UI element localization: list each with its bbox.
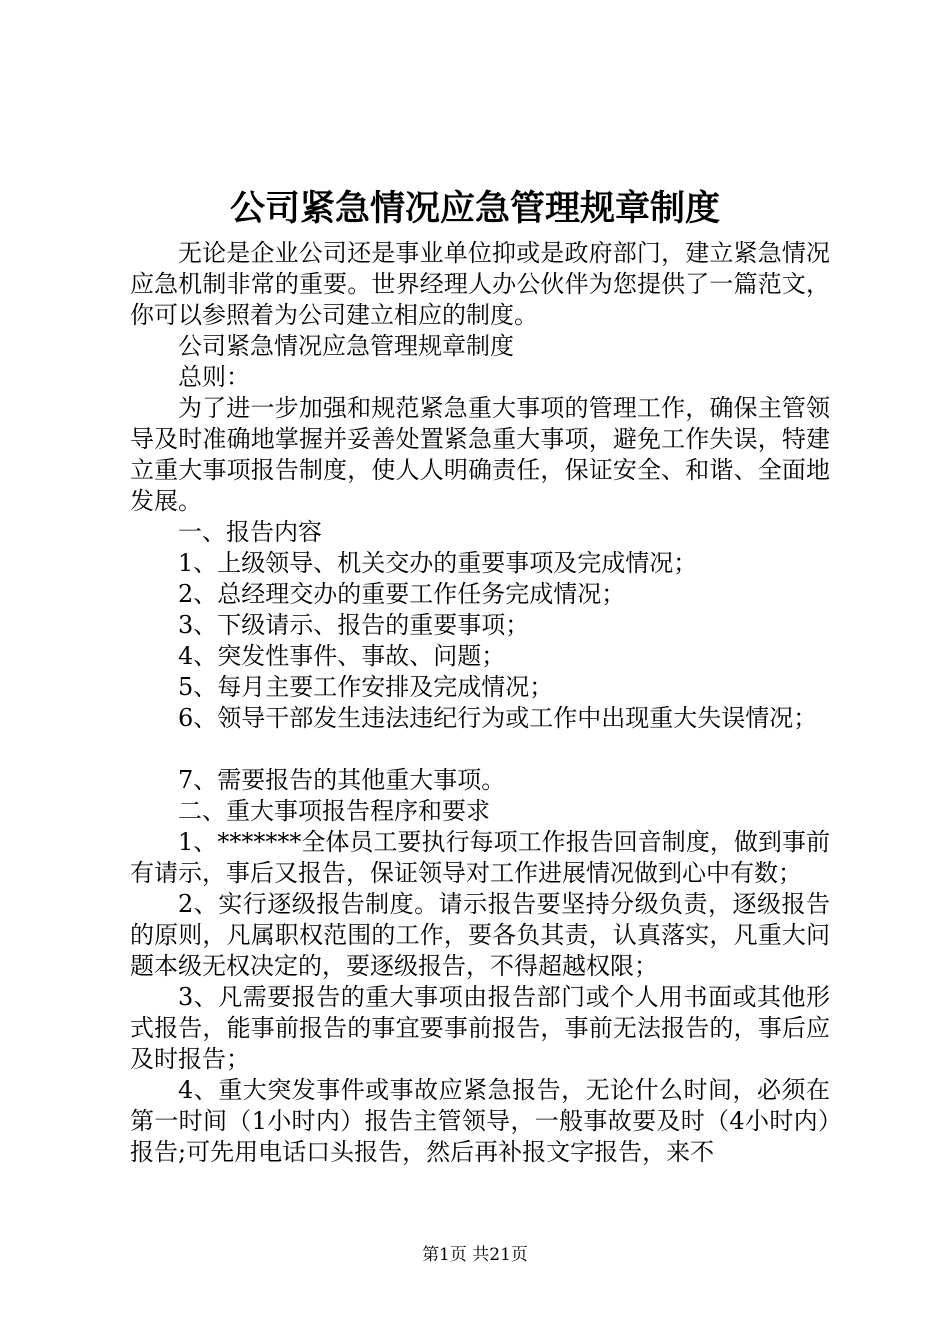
list-item: 5、每月主要工作安排及完成情况； — [178, 673, 554, 701]
procedure-paragraph: 3、凡需要报告的重大事项由报告部门或个人用书面或其他形式报告，能事前报告的事宜要事前报告，事前无法报告的，事后应及时报告； — [130, 983, 830, 1073]
procedure-paragraph: 1、*******全体员工要执行每项工作报告回音制度，做到事前有请示，事后又报告，保证领导对工作进展情况做到心中有数； — [130, 828, 830, 887]
section-heading-procedure: 二、重大事项报告程序和要求 — [178, 797, 490, 825]
list-item: 1、上级领导、机关交办的重要事项及完成情况； — [178, 549, 698, 577]
list-item: 7、需要报告的其他重大事项。 — [178, 766, 506, 794]
list-item: 2、总经理交办的重要工作任务完成情况； — [178, 580, 626, 608]
section-heading-report-content: 一、报告内容 — [178, 518, 322, 546]
list-item: 4、突发性事件、事故、问题； — [178, 642, 506, 670]
general-rules-heading: 总则： — [178, 363, 250, 391]
list-item: 3、下级请示、报告的重要事项； — [178, 611, 530, 639]
page-footer: 第1页 共21页 — [422, 1245, 528, 1265]
document-title: 公司紧急情况应急管理规章制度 — [229, 188, 720, 229]
procedure-paragraph: 4、重大突发事件或事故应紧急报告，无论什么时间，必须在第一时间（1小时内）报告主管领导，一般事故要及时（4小时内）报告;可先用电话口头报告，然后再补报文字报告，来不 — [130, 1076, 830, 1166]
intro-paragraph: 无论是企业公司还是事业单位抑或是政府部门，建立紧急情况应急机制非常的重要。世界经理人办公伙伴为您提供了一篇范文，你可以参照着为公司建立相应的制度。 — [130, 239, 830, 329]
list-item: 6、领导干部发生违法违纪行为或工作中出现重大失误情况； — [178, 704, 818, 732]
blank-line — [130, 734, 830, 765]
general-rules-paragraph: 为了进一步加强和规范紧急重大事项的管理工作，确保主管领导及时准确地掌握并妥善处置紧急重大事项，避免工作失误，特建立重大事项报告制度，使人人明确责任，保证安全、和谐、全面地发展。 — [130, 394, 830, 515]
procedure-paragraph: 2、实行逐级报告制度。请示报告要坚持分级负责，逐级报告的原则，凡属职权范围的工作，要各负其责，认真落实，凡重大问题本级无权决定的，要逐级报告，不得超越权限； — [130, 890, 830, 980]
document-body — [130, 238, 830, 1168]
subtitle-paragraph: 公司紧急情况应急管理规章制度 — [178, 332, 514, 360]
